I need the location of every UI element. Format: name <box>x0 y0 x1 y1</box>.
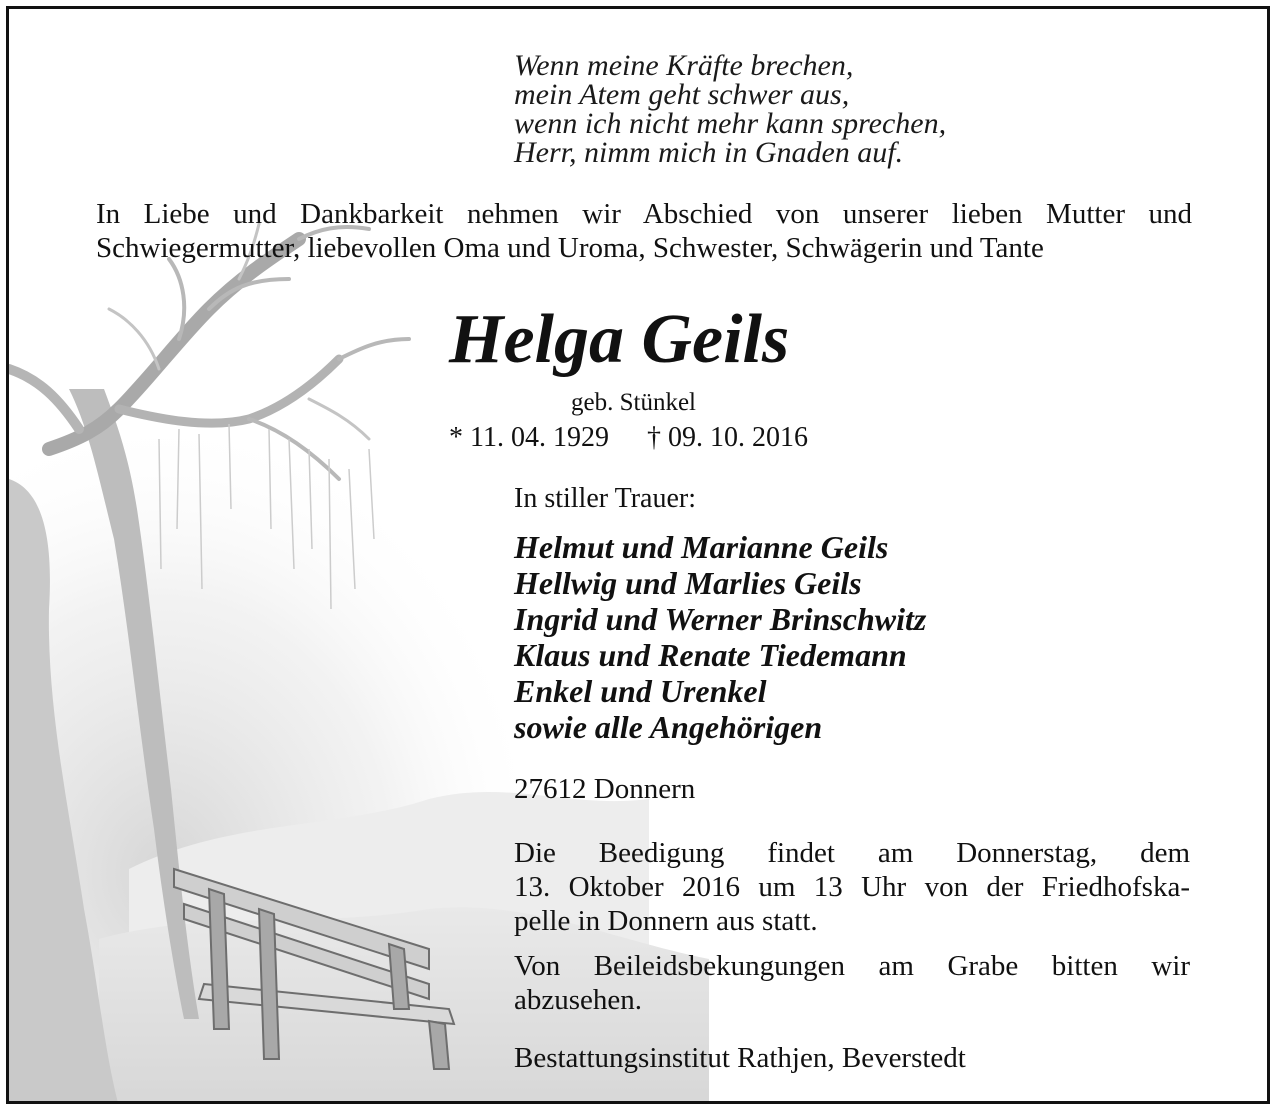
funeral-line: 13. Oktober 2016 um 13 Uhr von der Friedhofska- <box>514 871 1190 903</box>
poem-line: Herr, nimm mich in Gnaden auf. <box>514 136 904 169</box>
mourners-heading: In stiller Trauer: <box>514 483 696 514</box>
mourner-name: sowie alle Angehörigen <box>514 709 823 745</box>
condolence-line: Von Beileidsbekungungen am Grabe bitten wir <box>514 950 1190 982</box>
life-dates <box>449 422 808 454</box>
mourner-name: Hellwig und Marlies Geils <box>514 565 862 601</box>
poem-line: Wenn meine Kräfte brechen, <box>514 49 854 82</box>
mourner-name: Klaus und Renate Tiedemann <box>514 637 907 673</box>
mourners-place: 27612 Donnern <box>514 773 696 805</box>
death-date: † 09. 10. 2016 <box>646 422 808 453</box>
maiden-name: geb. Stünkel <box>571 389 696 416</box>
funeral-line: pelle in Donnern aus statt. <box>514 905 818 937</box>
funeral-line: Die Beedigung findet am Donnerstag, dem <box>514 837 1190 869</box>
mourners-list <box>514 529 926 745</box>
funeral-home: Bestattungsinstitut Rathjen, Beverstedt <box>514 1042 966 1074</box>
mourner-name: Ingrid und Werner Brinschwitz <box>514 601 927 637</box>
poem-line: mein Atem geht schwer aus, <box>514 78 850 111</box>
mourner-name: Helmut und Marianne Geils <box>514 529 889 565</box>
condolence-note <box>514 949 1190 1017</box>
poem-line: wenn ich nicht mehr kann sprechen, <box>514 107 947 140</box>
intro-line: In Liebe und Dankbarkeit nehmen wir Abschied von unserer lieben Mutter und <box>96 198 1192 230</box>
poem <box>514 51 946 167</box>
mourner-name: Enkel und Urenkel <box>514 673 767 709</box>
intro-line: Schwiegermutter, liebevollen Oma und Uroma, Schwester, Schwägerin und Tante <box>96 232 1044 264</box>
funeral-info <box>514 836 1190 938</box>
farewell-intro <box>96 197 1192 265</box>
birth-date: * 11. 04. 1929 <box>449 422 609 453</box>
obituary-notice <box>6 6 1270 1104</box>
condolence-line: abzusehen. <box>514 984 643 1016</box>
deceased-name: Helga Geils <box>449 301 790 378</box>
